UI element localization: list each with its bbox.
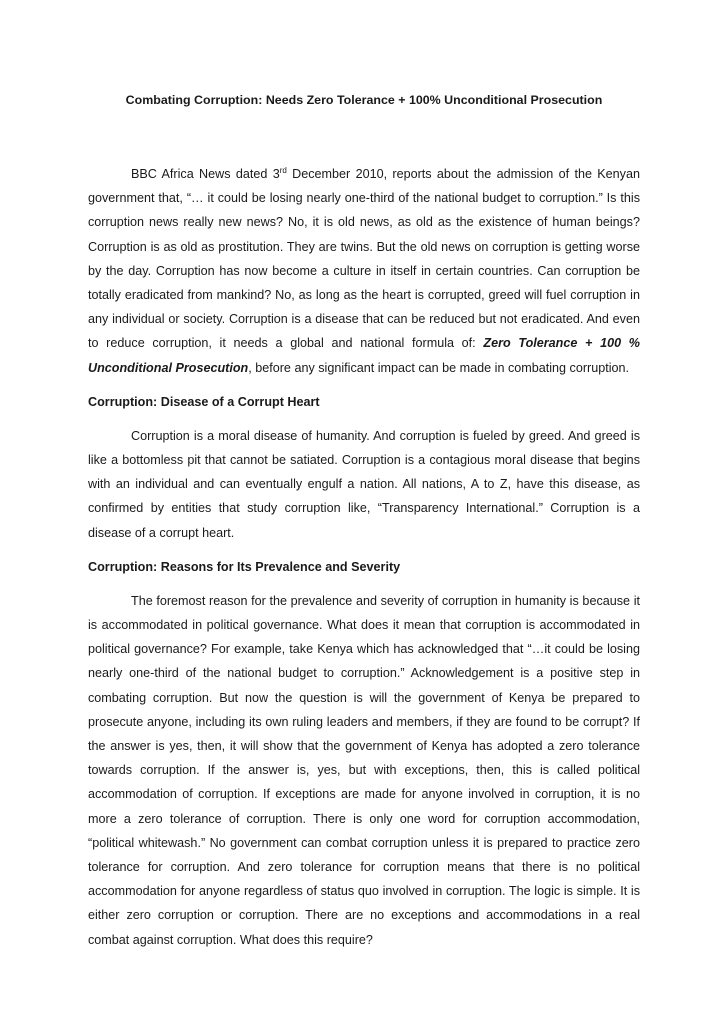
- intro-paragraph: [88, 162, 640, 380]
- intro-text-1: BBC Africa News dated 3: [131, 167, 280, 181]
- section-body-reasons: The foremost reason for the prevalence and severity of corruption in humanity is because it is accommodated in political governance. What does it mean that corruption is accommodated in political governance? For example, take Kenya which has acknowledged that “…it could be losing nearly one-third of the national budget to corruption.” Acknowledgement is a positive step in combating corruption. But now the question is will the government of Kenya be prepared to prosecute anyone, including its own ruling leaders and members, if they are found to be corrupt? If the answer is yes, then, it will show that the government of Kenya has adopted a zero tolerance towards corruption. If the answer is, yes, but with exceptions, then, this is called political accommodation of corruption. If exceptions are made for anyone involved in corruption, it is no more a zero tolerance of corruption. There is only one word for corruption accommodation, “political whitewash.” No government can combat corruption unless it is prepared to practice zero tolerance for corruption. And zero tolerance for corruption means that there is no political accommodation for anyone regardless of status quo involved in corruption. The logic is simple. It is either zero corruption or corruption. There are no exceptions and accommodations in a real combat against corruption. What does this require?: [88, 593, 640, 947]
- date-ordinal-suffix: rd: [279, 165, 287, 175]
- section-heading-disease: Corruption: Disease of a Corrupt Heart: [88, 394, 320, 409]
- section-heading-reasons: Corruption: Reasons for Its Prevalence and Severity: [88, 559, 401, 574]
- intro-text-3: , before any significant impact can be made in combating corruption.: [248, 360, 630, 375]
- formula-emphasis: Zero Tolerance + 100 % Unconditional Prosecution: [88, 336, 640, 375]
- document-title: Combating Corruption: Needs Zero Tolerance + 100% Unconditional Prosecution: [125, 93, 603, 107]
- intro-text-2: December 2010, reports about the admission of the Kenyan government that, “… it could be losing nearly one-third of the national budget to corruption.” Is this corruption news really new news? No, it is old news, as old as the existence of human beings? Corruption is as old as prostitution. They are twins. But the old news on corruption is getting worse by the day. Corruption has now become a culture in itself in certain countries. Can corruption be totally eradicated from mankind? No, as long as the heart is corrupted, greed will fuel corruption in any individual or society. Corruption is a disease that can be reduced but not eradicated. And even to reduce corruption, it needs a global and national formula of:: [88, 167, 640, 351]
- section-body-disease: Corruption is a moral disease of humanity. And corruption is fueled by greed. And greed is like a bottomless pit that cannot be satiated. Corruption is a contagious moral disease that begins with an individual and can eventually engulf a nation. All nations, A to Z, have this disease, as confirmed by entities that study corruption like, “Transparency International.” Corruption is a disease of a corrupt heart.: [88, 428, 640, 540]
